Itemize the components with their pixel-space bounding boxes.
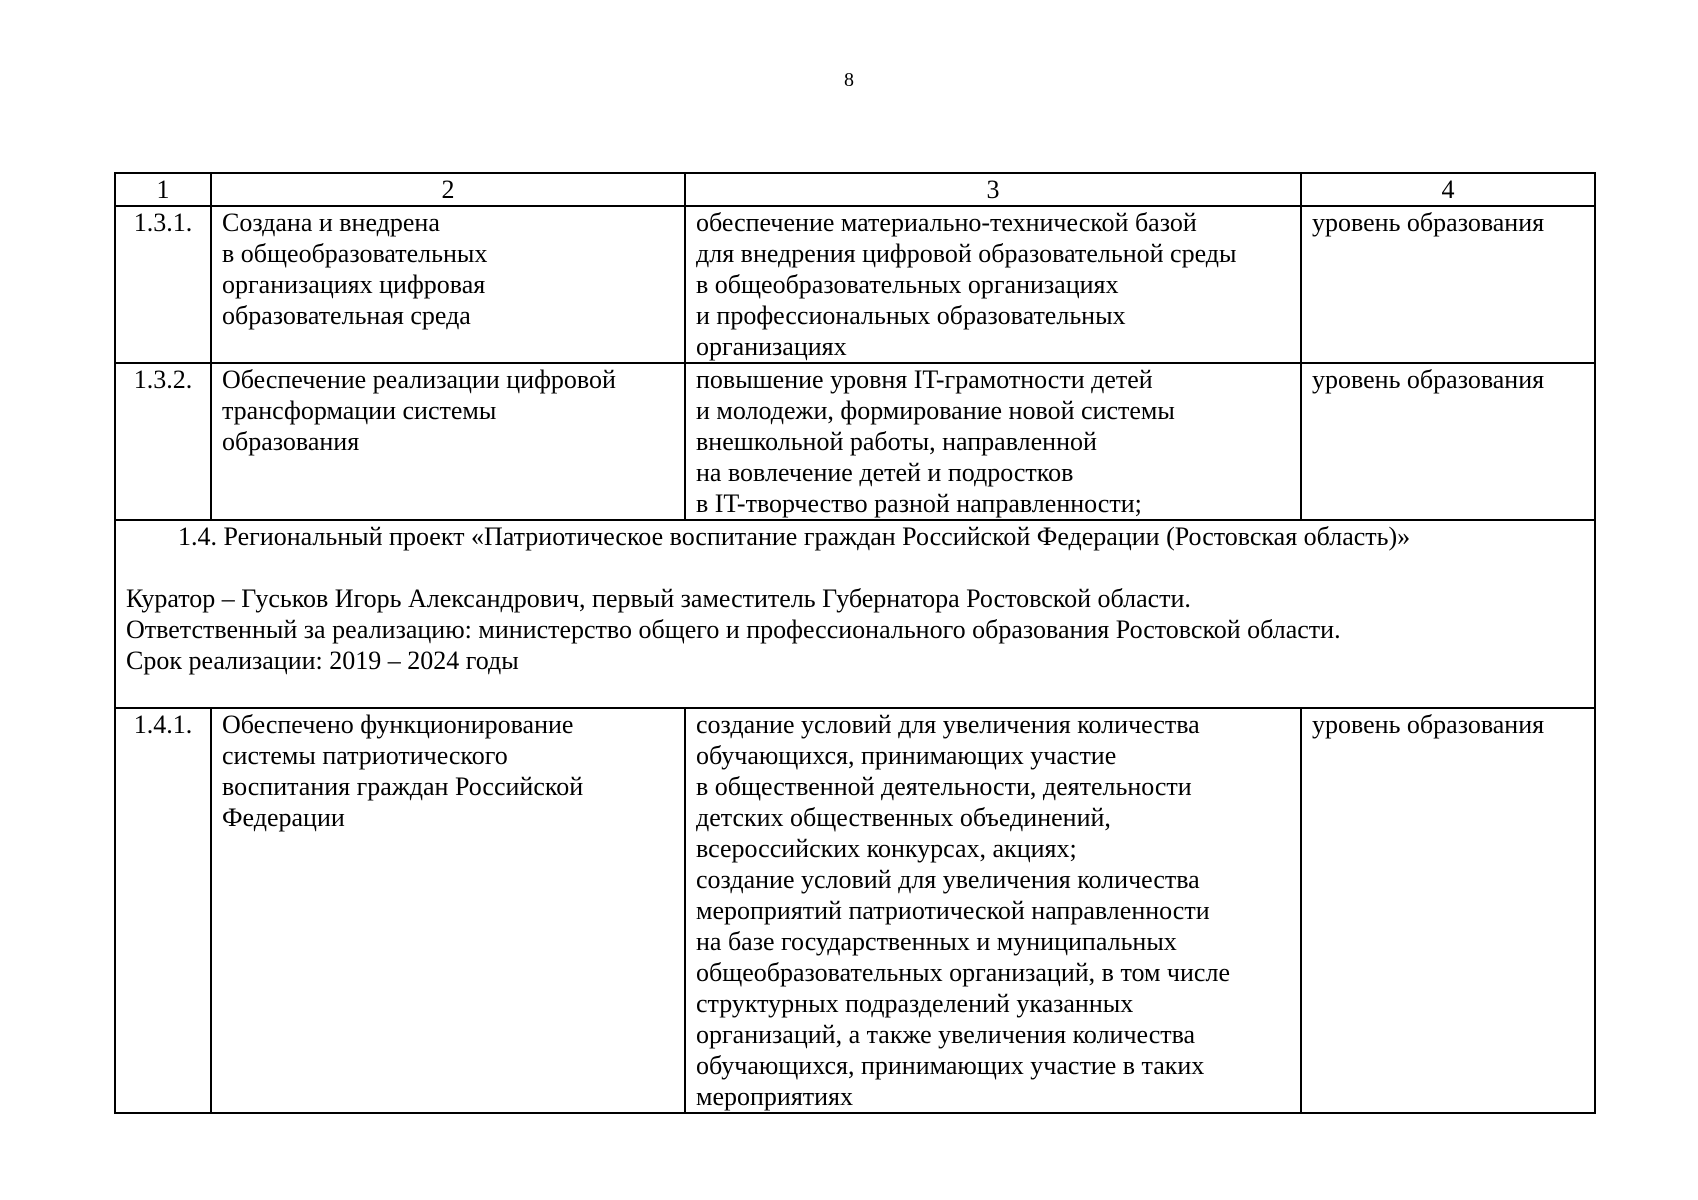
effect-cell xyxy=(685,363,1301,520)
table-row-1-3-2 xyxy=(115,363,1595,520)
section-curator: Куратор – Гуськов Игорь Александрович, первый заместитель Губернатора Ростовской области. xyxy=(126,584,1191,613)
header-cell-3: 3 xyxy=(685,173,1301,206)
effect-line: мероприятий патриотической направленности xyxy=(696,896,1210,925)
indicator-cell: уровень образования xyxy=(1301,363,1595,520)
effect-line: структурных подразделений указанных xyxy=(696,989,1134,1018)
indicator-cell: уровень образования xyxy=(1301,206,1595,363)
section-spacer xyxy=(126,552,1584,583)
task-cell xyxy=(211,206,685,363)
row-number: 1.3.1. xyxy=(115,206,211,363)
effect-line: организаций, а также увеличения количества xyxy=(696,1020,1196,1049)
effect-line: внешкольной работы, направленной xyxy=(696,427,1097,456)
task-line: Обеспечено функционирование xyxy=(222,710,574,739)
task-line: в общеобразовательных xyxy=(222,239,488,268)
section-cell xyxy=(115,520,1595,708)
effect-line: организациях xyxy=(696,332,847,361)
task-line: образовательная среда xyxy=(222,301,471,330)
effect-line: мероприятиях xyxy=(696,1082,854,1111)
task-line: воспитания граждан Российской xyxy=(222,772,584,801)
effect-line: для внедрения цифровой образовательной среды xyxy=(696,239,1237,268)
effect-line: на вовлечение детей и подростков xyxy=(696,458,1074,487)
effect-line: в общественной деятельности, деятельности xyxy=(696,772,1192,801)
task-line: Обеспечение реализации цифровой xyxy=(222,365,616,394)
task-cell xyxy=(211,363,685,520)
task-line: системы патриотического xyxy=(222,741,508,770)
table-row-1-4-1 xyxy=(115,708,1595,1113)
effect-cell xyxy=(685,206,1301,363)
effect-line: создание условий для увеличения количества xyxy=(696,865,1200,894)
program-table xyxy=(114,172,1596,1114)
effect-line: общеобразовательных организаций, в том числе xyxy=(696,958,1230,987)
row-number: 1.3.2. xyxy=(115,363,211,520)
header-cell-1: 1 xyxy=(115,173,211,206)
effect-cell xyxy=(685,708,1301,1113)
effect-line: и молодежи, формирование новой системы xyxy=(696,396,1175,425)
task-line: организациях цифровая xyxy=(222,270,486,299)
task-cell xyxy=(211,708,685,1113)
effect-line: обучающихся, принимающих участие xyxy=(696,741,1117,770)
page-number: 8 xyxy=(844,69,854,91)
task-line: трансформации системы xyxy=(222,396,497,425)
effect-line: повышение уровня IT-грамотности детей xyxy=(696,365,1153,394)
effect-line: в IT-творчество разной направленности; xyxy=(696,489,1142,518)
row-number: 1.4.1. xyxy=(115,708,211,1113)
task-line: образования xyxy=(222,427,360,456)
indicator-cell: уровень образования xyxy=(1301,708,1595,1113)
section-title: 1.4. Региональный проект «Патриотическое воспитание граждан Российской Федерации (Ростовская область)» xyxy=(178,522,1411,551)
section-responsible: Ответственный за реализацию: министерство общего и профессионального образования Ростовской области. xyxy=(126,615,1341,644)
effect-line: обеспечение материально-технической базой xyxy=(696,208,1197,237)
section-period: Срок реализации: 2019 – 2024 годы xyxy=(126,646,519,675)
effect-line: всероссийских конкурсах, акциях; xyxy=(696,834,1077,863)
task-line: Создана и внедрена xyxy=(222,208,440,237)
table-row-1-3-1 xyxy=(115,206,1595,363)
effect-line: на базе государственных и муниципальных xyxy=(696,927,1177,956)
effect-line: создание условий для увеличения количества xyxy=(696,710,1200,739)
header-cell-4: 4 xyxy=(1301,173,1595,206)
section-row-1-4 xyxy=(115,520,1595,708)
table-header-row xyxy=(115,173,1595,206)
header-cell-2: 2 xyxy=(211,173,685,206)
task-line: Федерации xyxy=(222,803,345,832)
effect-line: и профессиональных образовательных xyxy=(696,301,1126,330)
effect-line: обучающихся, принимающих участие в таких xyxy=(696,1051,1205,1080)
effect-line: в общеобразовательных организациях xyxy=(696,270,1119,299)
effect-line: детских общественных объединений, xyxy=(696,803,1111,832)
